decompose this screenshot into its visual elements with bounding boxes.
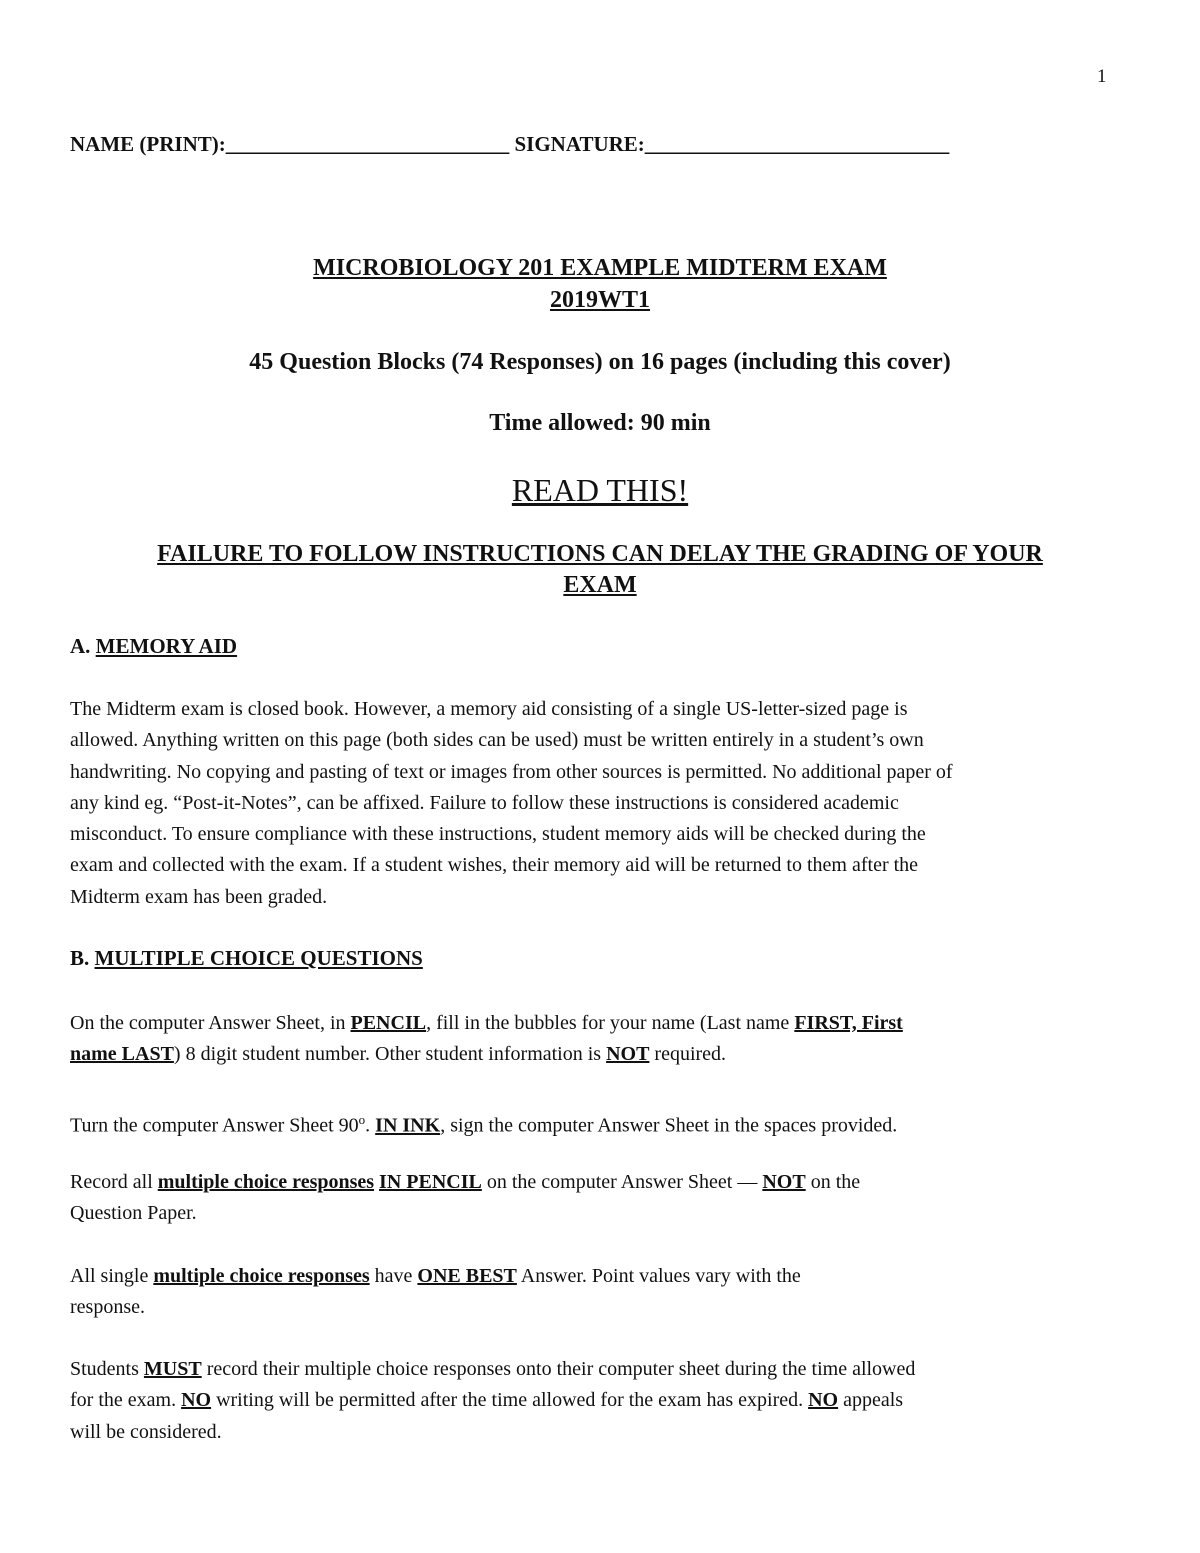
paragraph-line: will be considered.: [70, 1420, 222, 1443]
section-a-heading: A. MEMORY AID: [70, 634, 238, 658]
paragraph-line: Question Paper.: [70, 1202, 197, 1225]
paragraph-line: All single multiple choice responses have ONE BEST Answer. Point values vary with the: [70, 1265, 801, 1287]
time-limit-paragraph: [70, 1354, 1070, 1448]
answer-sheet-paragraph: [70, 1008, 1070, 1071]
warning-line: EXAM: [563, 572, 637, 598]
paragraph-line: Midterm exam has been graded.: [70, 885, 328, 908]
paragraph-line: Turn the computer Answer Sheet 90$^o$. IN INK, sign the computer Answer Sheet in the spaces provided.: [70, 1112, 898, 1137]
signature-field: SIGNATURE:_____________________________: [514, 132, 950, 156]
name-signature-line: [70, 132, 1130, 157]
question-count: 45 Question Blocks (74 Responses) on 16 pages (including this cover): [249, 349, 951, 375]
paragraph-line: allowed. Anything written on this page (both sides can be used) must be written entirely in a student’s own: [70, 729, 924, 752]
read-this-heading: READ THIS!: [511, 472, 689, 508]
paragraph-line: name LAST) 8 digit student number. Other student information is NOT required.: [70, 1043, 727, 1066]
paragraph-line: Students MUST record their multiple choice responses onto their computer sheet during the time allowed: [70, 1358, 916, 1380]
paragraph-line: Record all multiple choice responses IN PENCIL on the computer Answer Sheet — NOT on the: [70, 1171, 861, 1193]
name-print-field: NAME (PRINT):___________________________: [70, 132, 510, 156]
paragraph-line: The Midterm exam is closed book. However, a memory aid consisting of a single US-letter-sized page is: [70, 698, 908, 720]
paragraph-line: exam and collected with the exam. If a student wishes, their memory aid will be returned to them after the: [70, 854, 919, 877]
instructions-warning: [70, 539, 1130, 601]
time-allowed: Time allowed: 90 min: [489, 410, 711, 436]
section-b-title: MULTIPLE CHOICE QUESTIONS: [94, 946, 423, 970]
paragraph-line: handwriting. No copying and pasting of text or images from other sources is permitted. No additional paper of: [70, 760, 953, 783]
one-best-answer-paragraph: [70, 1261, 1070, 1324]
section-b-heading: B. MULTIPLE CHOICE QUESTIONS: [70, 946, 423, 970]
exam-term: 2019WT1: [549, 287, 650, 313]
section-a-title: MEMORY AID: [95, 634, 238, 658]
paragraph-line: On the computer Answer Sheet, in PENCIL, fill in the bubbles for your name (Last name FIRST, First: [70, 1012, 903, 1034]
sign-sheet-paragraph: [70, 1104, 1070, 1142]
paragraph-line: misconduct. To ensure compliance with these instructions, student memory aids will be checked during the: [70, 823, 926, 846]
paragraph-line: any kind eg. “Post-it-Notes”, can be affixed. Failure to follow these instructions is considered academic: [70, 791, 899, 814]
memory-aid-paragraph: [70, 694, 1070, 913]
warning-line: FAILURE TO FOLLOW INSTRUCTIONS CAN DELAY THE GRADING OF YOUR: [157, 541, 1043, 567]
exam-title: MICROBIOLOGY 201 EXAMPLE MIDTERM EXAM: [313, 255, 887, 281]
paragraph-line: response.: [70, 1296, 145, 1319]
paragraph-line: for the exam. NO writing will be permitted after the time allowed for the exam has expired. NO appeals: [70, 1389, 904, 1412]
record-responses-paragraph: [70, 1167, 1070, 1230]
page-number: 1: [1097, 66, 1107, 87]
